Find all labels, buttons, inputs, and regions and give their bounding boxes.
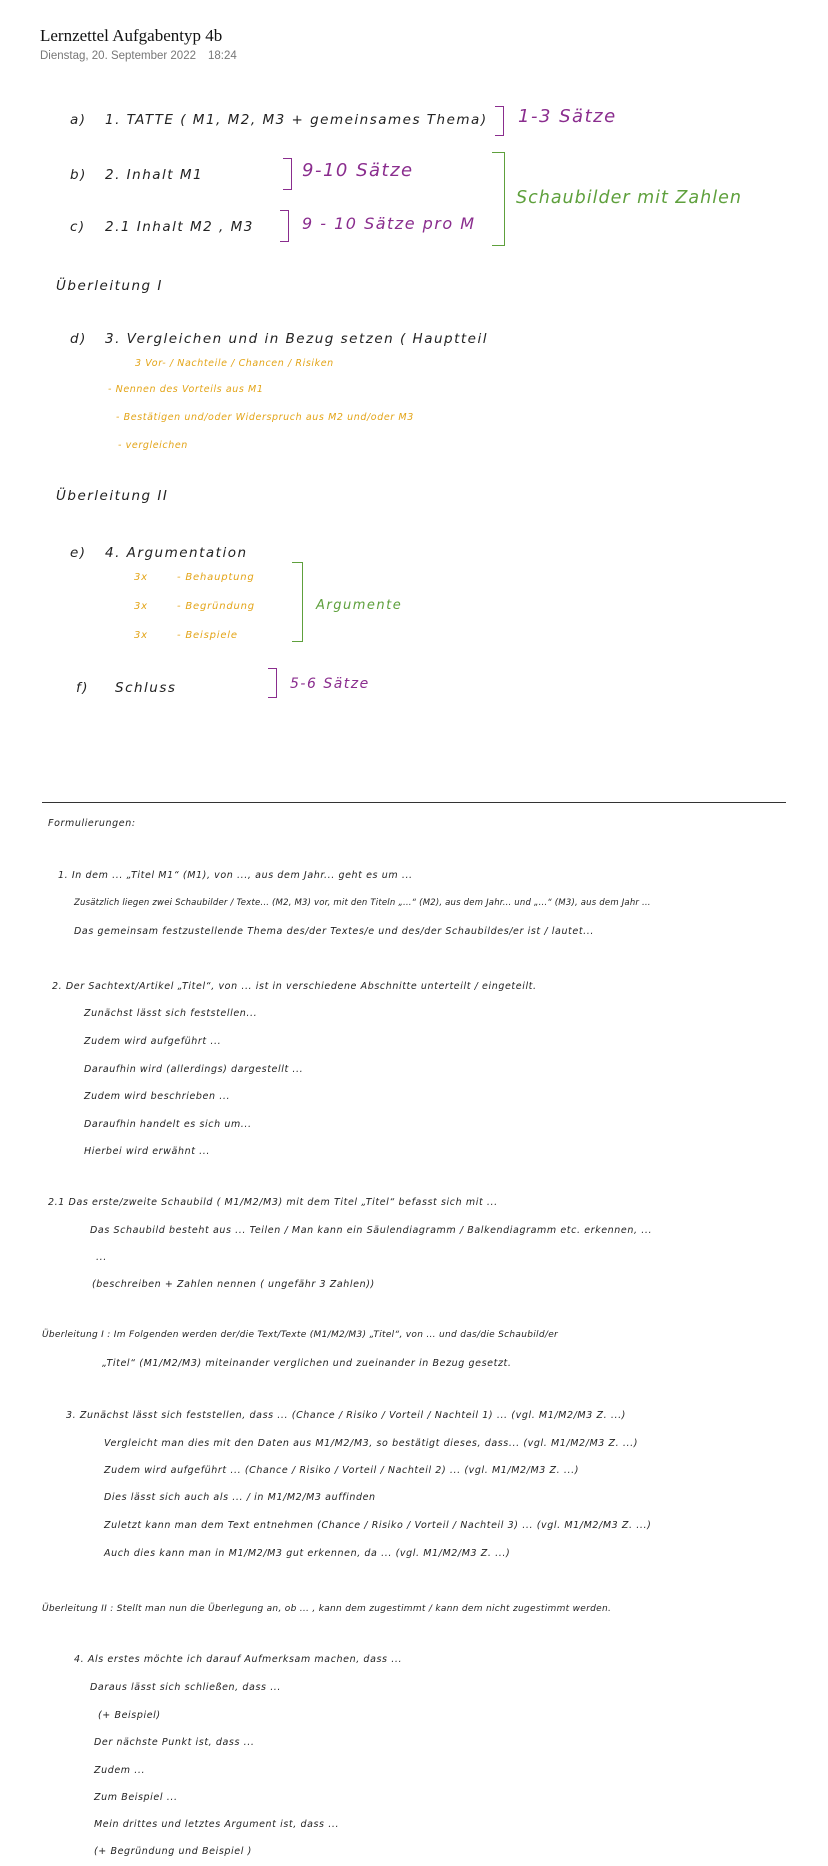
formulation-line: Auch dies kann man in M1/M2/M3 gut erkennen, da ... (vgl. M1/M2/M3 Z. ...) [104,1548,511,1559]
bracket-c [280,210,289,242]
item-a-text: 1. TATTE ( M1, M2, M3 + gemeinsames Thema) [105,112,488,128]
formulation-line: Zudem ... [94,1765,146,1776]
bracket-a [495,106,504,136]
item-d-sub: - Nennen des Vorteils aus M1 [108,384,264,395]
formulation-line: Zudem wird aufgeführt ... [84,1036,222,1047]
formulation-line: (beschreiben + Zahlen nennen ( ungefähr 3 Zahlen)) [92,1279,375,1290]
formulierungen-heading: Formulierungen: [48,818,136,829]
ueberleitung-1: Überleitung I [56,278,163,294]
formulation-line: Zudem wird beschrieben ... [84,1091,231,1102]
item-c-letter: c) [70,219,86,235]
item-b-letter: b) [70,167,87,183]
argument-count: 3x [134,601,148,612]
item-f-text: Schluss [115,680,177,696]
bc-note: Schaubilder mit Zahlen [516,188,742,208]
argument-count: 3x [134,630,148,641]
item-c-text: 2.1 Inhalt M2 , M3 [105,219,254,235]
formulation-line: (+ Begründung und Beispiel ) [94,1846,252,1857]
item-f-letter: f) [76,680,90,696]
bracket-b [283,158,292,190]
item-d-text: 3. Vergleichen und in Bezug setzen ( Hauptteil [105,331,488,347]
divider [42,802,786,803]
item-c-note: 9 - 10 Sätze pro M [302,214,476,233]
formulation-line: 2. Der Sachtext/Artikel „Titel“, von ... ist in verschiedene Abschnitte unterteilt / eingeteilt. [52,981,537,992]
formulation-line: Zusätzlich liegen zwei Schaubilder / Texte... (M2, M3) vor, mit den Titeln „...“ (M2), aus dem Jahr... und „...“ (M3), aus dem Jahr ... [74,898,651,908]
argument-count: 3x [134,572,148,583]
page-title: Lernzettel Aufgabentyp 4b [40,26,223,45]
item-d-sub: - vergleichen [118,440,188,451]
item-f-note: 5-6 Sätze [290,676,370,692]
bracket-bc [492,152,505,246]
formulation-line: Zuletzt kann man dem Text entnehmen (Chance / Risiko / Vorteil / Nachteil 3) ... (vgl. M1/M2/M3 Z. ...) [104,1520,652,1531]
formulation-line: Dies lässt sich auch als ... / in M1/M2/M3 auffinden [104,1492,376,1503]
formulation-line: (+ Beispiel) [98,1710,161,1721]
formulation-line: Überleitung I : Im Folgenden werden der/die Text/Texte (M1/M2/M3) „Titel“, von ... und das/die Schaubild/er [42,1330,559,1340]
formulation-line: Zunächst lässt sich feststellen... [84,1008,258,1019]
formulation-line: 1. In dem ... „Titel M1“ (M1), von ..., aus dem Jahr... geht es um ... [58,870,413,881]
formulation-line: Überleitung II : Stellt man nun die Überlegung an, ob ... , kann dem zugestimmt / kann dem nicht zugestimmt werden. [42,1604,612,1614]
note-time: 18:24 [208,50,237,62]
formulation-line: 4. Als erstes möchte ich darauf Aufmerksam machen, dass ... [74,1654,403,1665]
argument-label: - Begründung [177,601,255,612]
formulation-line: Mein drittes und letztes Argument ist, dass ... [94,1819,340,1830]
formulation-line: Vergleicht man dies mit den Daten aus M1/M2/M3, so bestätigt dieses, dass... (vgl. M1/M2/M3 Z. ...) [104,1438,639,1449]
formulation-line: Daraufhin wird (allerdings) dargestellt ... [84,1064,304,1075]
formulation-line: 2.1 Das erste/zweite Schaubild ( M1/M2/M3) mit dem Titel „Titel“ befasst sich mit ... [48,1197,498,1208]
item-d-sub: - Bestätigen und/oder Widerspruch aus M2 und/oder M3 [116,412,414,423]
ueberleitung-2: Überleitung II [56,488,169,504]
argument-label: - Behauptung [177,572,255,583]
formulation-line: Daraus lässt sich schließen, dass ... [90,1682,282,1693]
item-e-letter: e) [70,545,87,561]
item-b-text: 2. Inhalt M1 [105,167,204,183]
item-a-note: 1-3 Sätze [518,106,617,127]
bracket-e [292,562,303,642]
formulation-line: Hierbei wird erwähnt ... [84,1146,211,1157]
formulation-line: „Titel“ (M1/M2/M3) miteinander verglichen und zueinander in Bezug gesetzt. [102,1358,512,1369]
formulation-line: Das gemeinsam festzustellende Thema des/der Textes/e und des/der Schaubildes/er ist / lautet... [74,926,595,937]
bracket-f [268,668,277,698]
formulation-line: Das Schaubild besteht aus ... Teilen / Man kann ein Säulendiagramm / Balkendiagramm etc. erkennen, ... [90,1225,653,1236]
item-a-letter: a) [70,112,87,128]
note-date: Dienstag, 20. September 2022 [40,50,196,62]
formulation-line: Daraufhin handelt es sich um... [84,1119,252,1130]
formulation-line: ... [96,1252,107,1263]
item-e-note: Argumente [316,598,403,613]
item-d-letter: d) [70,331,87,347]
item-d-sub: 3 Vor- / Nachteile / Chancen / Risiken [135,358,334,369]
formulation-line: Der nächste Punkt ist, dass ... [94,1737,255,1748]
argument-label: - Beispiele [177,630,238,641]
formulation-line: Zudem wird aufgeführt ... (Chance / Risiko / Vorteil / Nachteil 2) ... (vgl. M1/M2/M3 Z. ...) [104,1465,580,1476]
item-b-note: 9-10 Sätze [302,160,414,181]
formulation-line: 3. Zunächst lässt sich feststellen, dass ... (Chance / Risiko / Vorteil / Nachteil 1) ... (vgl. M1/M2/M3 Z. ...) [66,1410,626,1421]
formulation-line: Zum Beispiel ... [94,1792,178,1803]
item-e-text: 4. Argumentation [105,545,248,561]
